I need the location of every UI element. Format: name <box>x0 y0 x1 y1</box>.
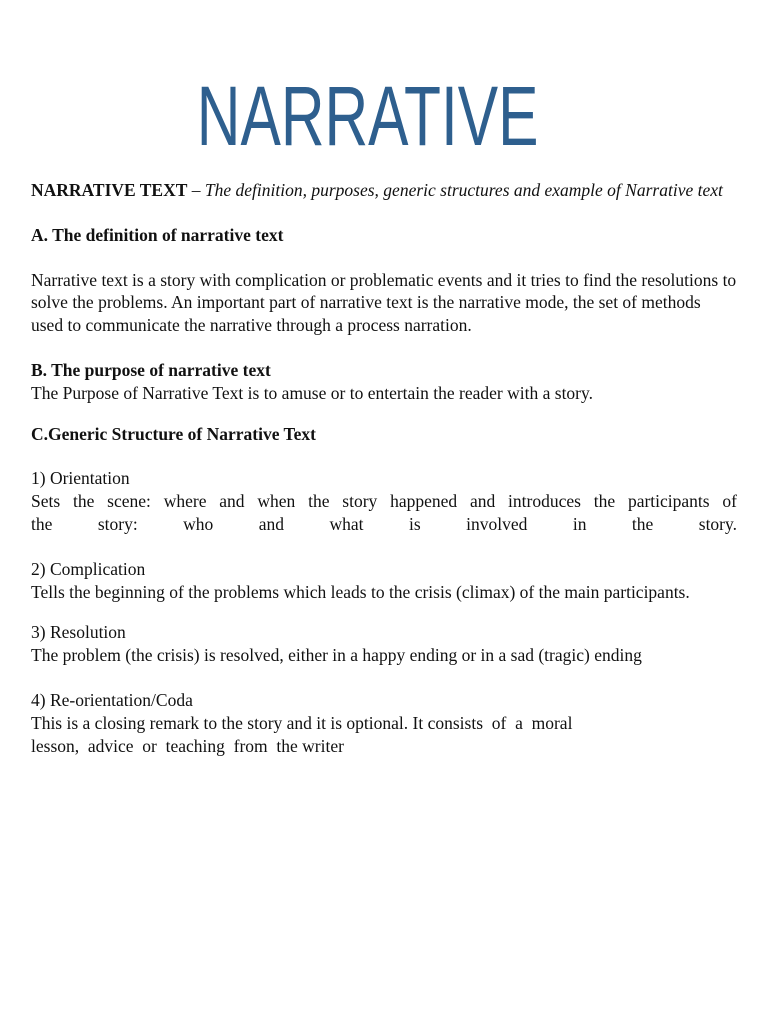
section-a-body: Narrative text is a story with complication or problematic events and it tries to find the resolutions to solve the problems. An important part of narrative text is the narrative mode, the set of methods used to communicate the narrative through a process narration. <box>31 269 737 336</box>
intro-description: The definition, purposes, generic structures and example of Narrative text <box>204 180 723 200</box>
section-c-heading: C.Generic Structure of Narrative Text <box>31 423 316 444</box>
complication-body: Tells the beginning of the problems which leads to the crisis (climax) of the main participants. <box>31 581 690 602</box>
section-b-heading: B. The purpose of narrative text <box>31 359 271 380</box>
intro-paragraph <box>31 179 737 202</box>
coda-line-2: lesson, advice or teaching from the writer <box>31 735 344 756</box>
resolution-body: The problem (the crisis) is resolved, either in a happy ending or in a sad (tragic) ending <box>31 645 642 666</box>
intro-label: NARRATIVE TEXT <box>31 180 188 200</box>
document-body <box>31 179 737 757</box>
intro-dash: – <box>187 180 205 200</box>
complication-label: 2) Complication <box>31 558 146 579</box>
resolution-label: 3) Resolution <box>31 622 126 643</box>
coda-label: 4) Re-orientation/Coda <box>31 689 193 710</box>
section-a-heading: A. The definition of narrative text <box>31 224 284 245</box>
orientation-label: 1) Orientation <box>31 468 130 489</box>
orientation-line-1: Sets the scene: where and when the story happened and introduces the participants of <box>31 491 737 512</box>
section-b-body: The Purpose of Narrative Text is to amuse or to entertain the reader with a story. <box>31 382 593 403</box>
orientation-line-2: the story: who and what is involved in the story. <box>31 513 737 534</box>
document-title: NARRATIVE <box>196 69 539 163</box>
coda-line-1: This is a closing remark to the story and it is optional. It consists of a moral <box>31 712 573 733</box>
